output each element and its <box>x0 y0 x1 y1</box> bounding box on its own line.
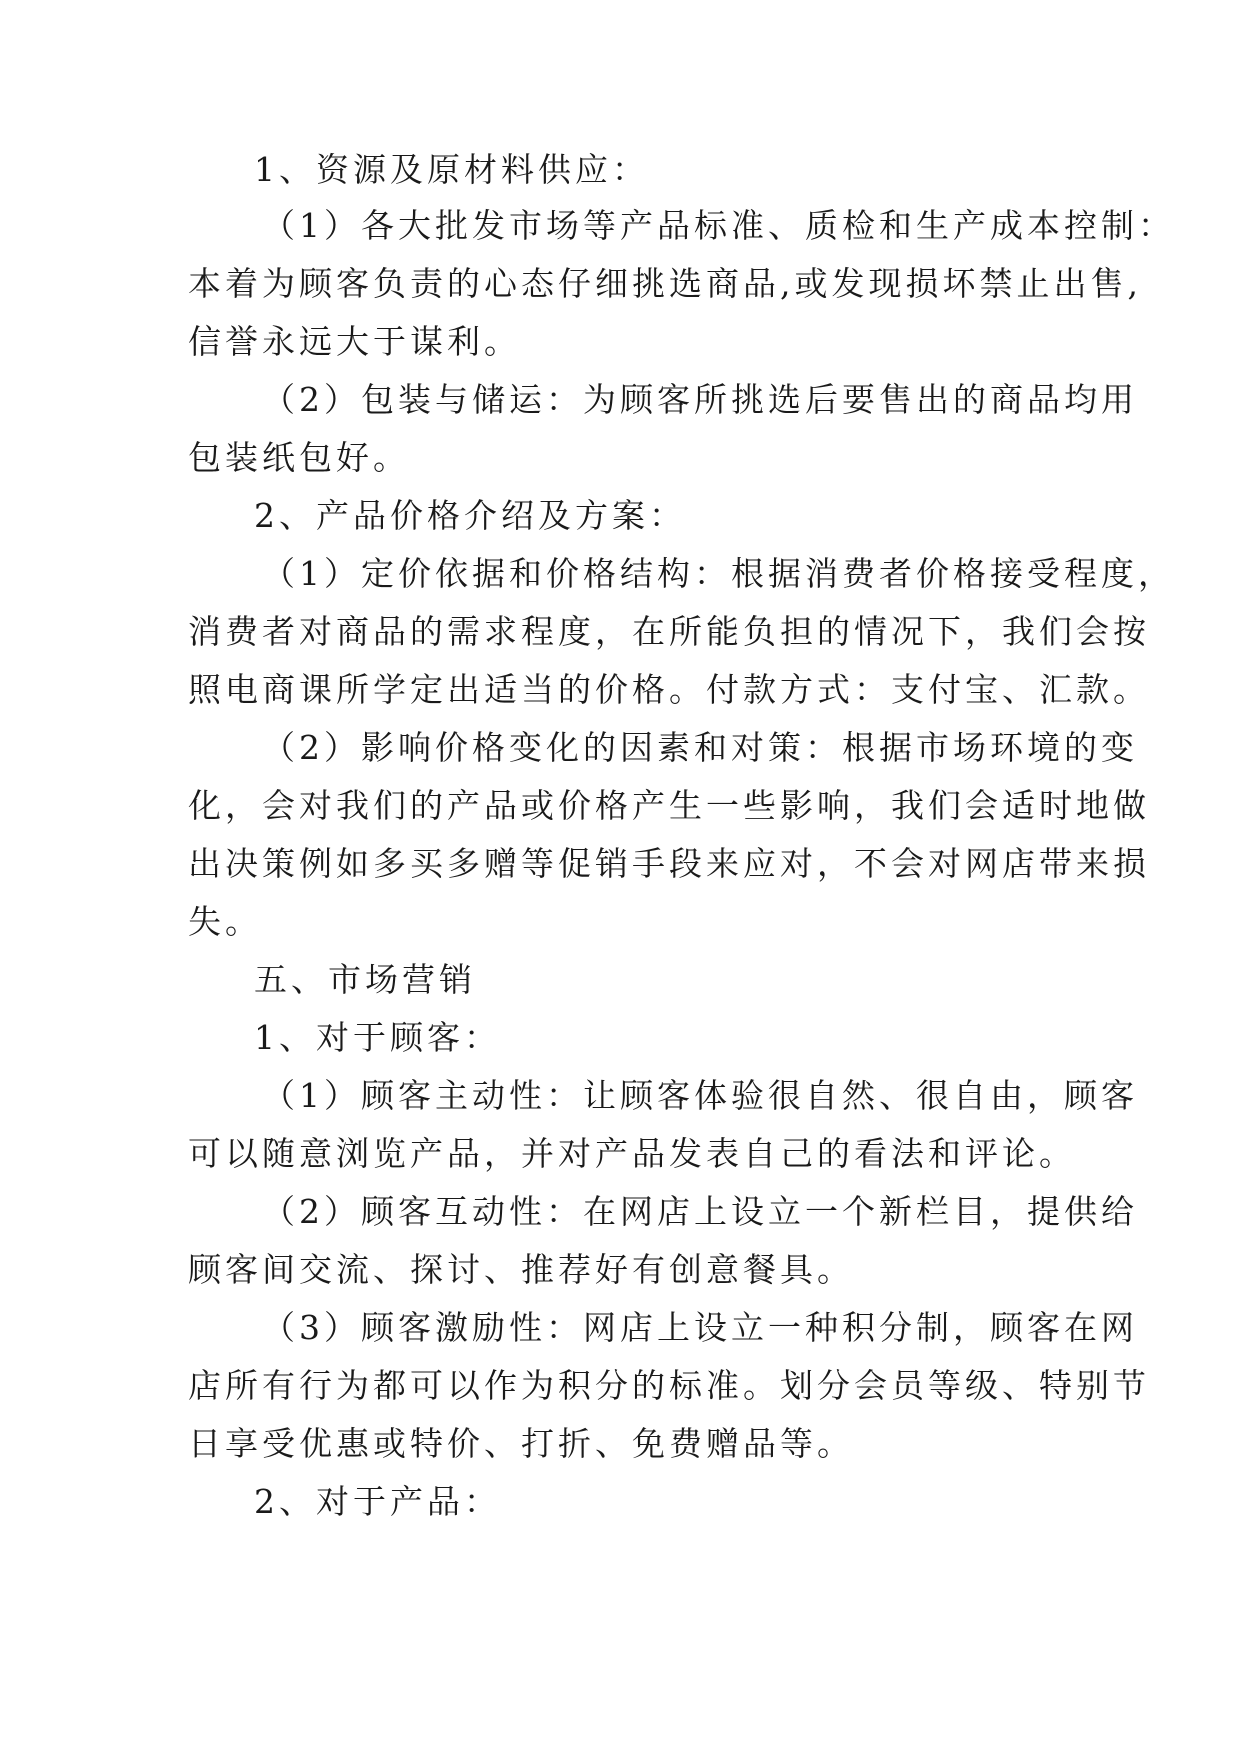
text-line: （3）顾客激励性：网店上设立一种积分制，顾客在网 <box>262 1308 1138 1347</box>
text-line: 1、资源及原材料供应： <box>254 150 649 189</box>
text-line: 本着为顾客负责的心态仔细挑选商品,或发现损坏禁止出售, <box>188 264 1142 303</box>
subsection-heading: 1、对于顾客： <box>254 1018 501 1057</box>
text-line: 店所有行为都可以作为积分的标准。划分会员等级、特别节 <box>188 1366 1150 1405</box>
text-line: 照电商课所学定出适当的价格。付款方式：支付宝、汇款。 <box>188 670 1150 709</box>
text-line: 包装纸包好。 <box>188 438 410 477</box>
text-line: 消费者对商品的需求程度，在所能负担的情况下，我们会按 <box>188 612 1150 651</box>
text-line: 失。 <box>188 902 262 941</box>
text-line: 化，会对我们的产品或价格产生一些影响，我们会适时地做 <box>188 786 1150 825</box>
subsection-heading: 2、对于产品： <box>254 1482 501 1521</box>
text-line: 2、产品价格介绍及方案： <box>254 496 686 535</box>
text-line: （2）影响价格变化的因素和对策：根据市场环境的变 <box>262 728 1138 767</box>
text-line: 日享受优惠或特价、打折、免费赠品等。 <box>188 1424 854 1463</box>
text-line: （2）顾客互动性：在网店上设立一个新栏目，提供给 <box>262 1192 1138 1231</box>
text-line: （1）各大批发市场等产品标准、质检和生产成本控制： <box>262 206 1175 245</box>
section-heading: 五、市场营销 <box>254 960 476 999</box>
text-line: （1）定价依据和价格结构：根据消费者价格接受程度， <box>262 554 1175 593</box>
text-line: 出决策例如多买多赠等促销手段来应对，不会对网店带来损 <box>188 844 1150 883</box>
text-line: 信誉永远大于谋利。 <box>188 322 521 361</box>
text-line: 顾客间交流、探讨、推荐好有创意餐具。 <box>188 1250 854 1289</box>
text-line: （2）包装与储运：为顾客所挑选后要售出的商品均用 <box>262 380 1138 419</box>
text-line: 可以随意浏览产品，并对产品发表自己的看法和评论。 <box>188 1134 1076 1173</box>
text-line: （1）顾客主动性：让顾客体验很自然、很自由，顾客 <box>262 1076 1138 1115</box>
